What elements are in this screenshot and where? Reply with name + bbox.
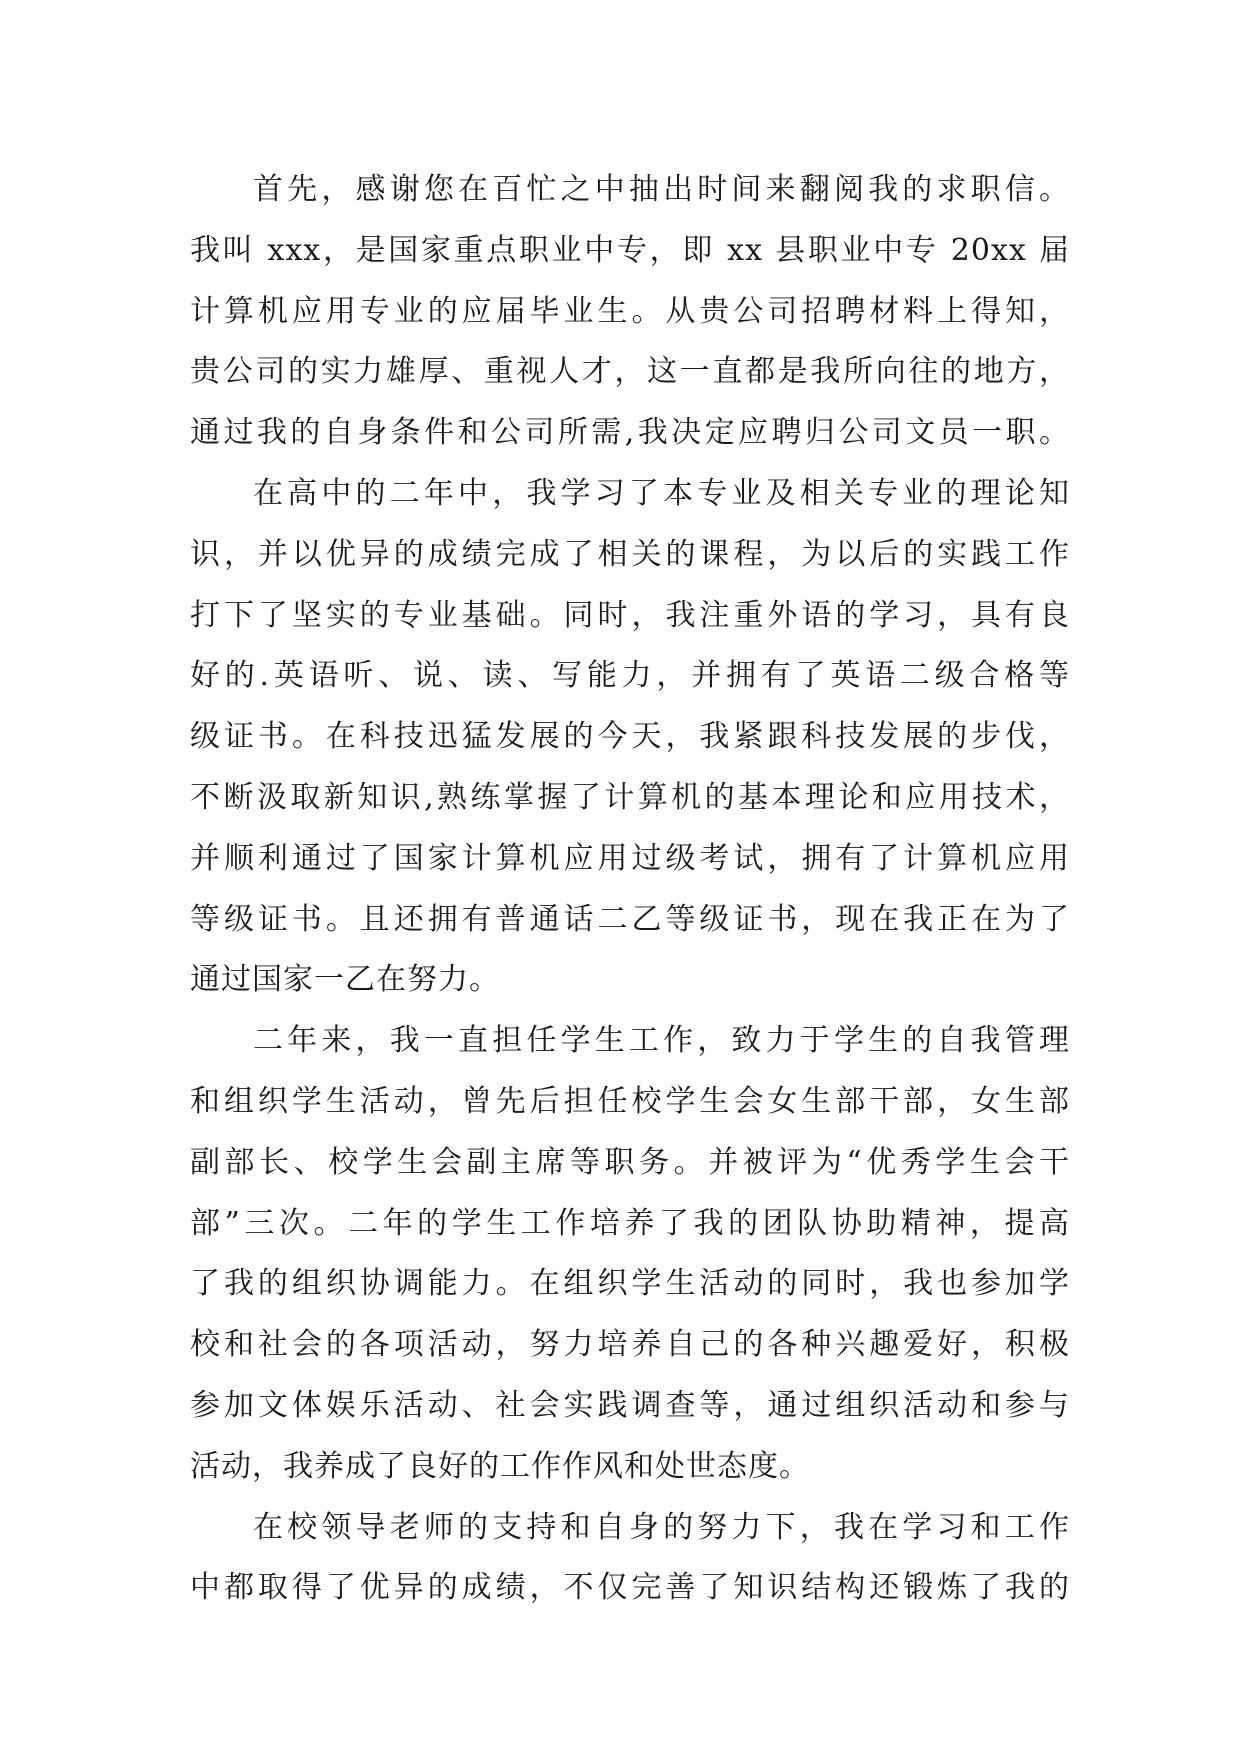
text-line: 副部长、校学生会副主席等职务。并被评为“优秀学生会干 [190,1144,1070,1180]
text-line: 等级证书。且还拥有普通话二乙等级证书，现在我正在为了 [190,901,1070,937]
paragraph-4 [190,1498,1070,1620]
text-line: 参加文体娱乐活动、社会实践调查等，通过组织活动和参与 [190,1387,1070,1423]
text-line: 部”三次。二年的学生工作培养了我的团队协助精神，提高 [190,1205,1070,1241]
text-line: 级证书。在科技迅猛发展的今天，我紧跟科技发展的步伐， [190,719,1070,755]
text-line: 好的.英语听、说、读、写能力，并拥有了英语二级合格等 [190,658,1070,694]
text-line: 在校领导老师的支持和自身的努力下，我在学习和工作 [253,1509,1070,1545]
text-line: 不断汲取新知识,熟练掌握了计算机的基本理论和应用技术， [190,779,1070,815]
text-line: 活动，我养成了良好的工作作风和处世态度。 [190,1448,810,1484]
text-line: 贵公司的实力雄厚、重视人才，这一直都是我所向往的地方， [190,354,1070,390]
text-line: 通过我的自身条件和公司所需,我决定应聘归公司文员一职。 [190,415,1070,451]
text-line: 我叫 xxx，是国家重点职业中专，即 xx 县职业中专 20xx 届 [190,232,1070,268]
paragraph-1 [190,160,1070,464]
text-line: 中都取得了优异的成绩，不仅完善了知识结构还锻炼了我的 [190,1570,1070,1606]
text-line: 首先，感谢您在百忙之中抽出时间来翻阅我的求职信。 [253,172,1070,207]
text-line: 校和社会的各项活动，努力培养自己的各种兴趣爱好，积极 [190,1327,1070,1363]
text-line: 通过国家一乙在努力。 [190,962,500,998]
text-line: 了我的组织协调能力。在组织学生活动的同时，我也参加学 [190,1266,1070,1302]
paragraph-2 [190,464,1070,1011]
paragraph-3 [190,1011,1070,1497]
text-line: 识，并以优异的成绩完成了相关的课程，为以后的实践工作 [190,536,1070,572]
text-line: 打下了坚实的专业基础。同时，我注重外语的学习，具有良 [190,597,1070,633]
text-line: 二年来，我一直担任学生工作，致力于学生的自我管理 [253,1023,1070,1059]
text-line: 计算机应用专业的应届毕业生。从贵公司招聘材料上得知， [190,293,1070,329]
text-line: 在高中的二年中，我学习了本专业及相关专业的理论知 [253,475,1070,511]
text-line: 和组织学生活动，曾先后担任校学生会女生部干部，女生部 [190,1083,1070,1119]
text-line: 并顺利通过了国家计算机应用过级考试，拥有了计算机应用 [190,840,1070,876]
cover-letter-body [190,160,1070,1619]
